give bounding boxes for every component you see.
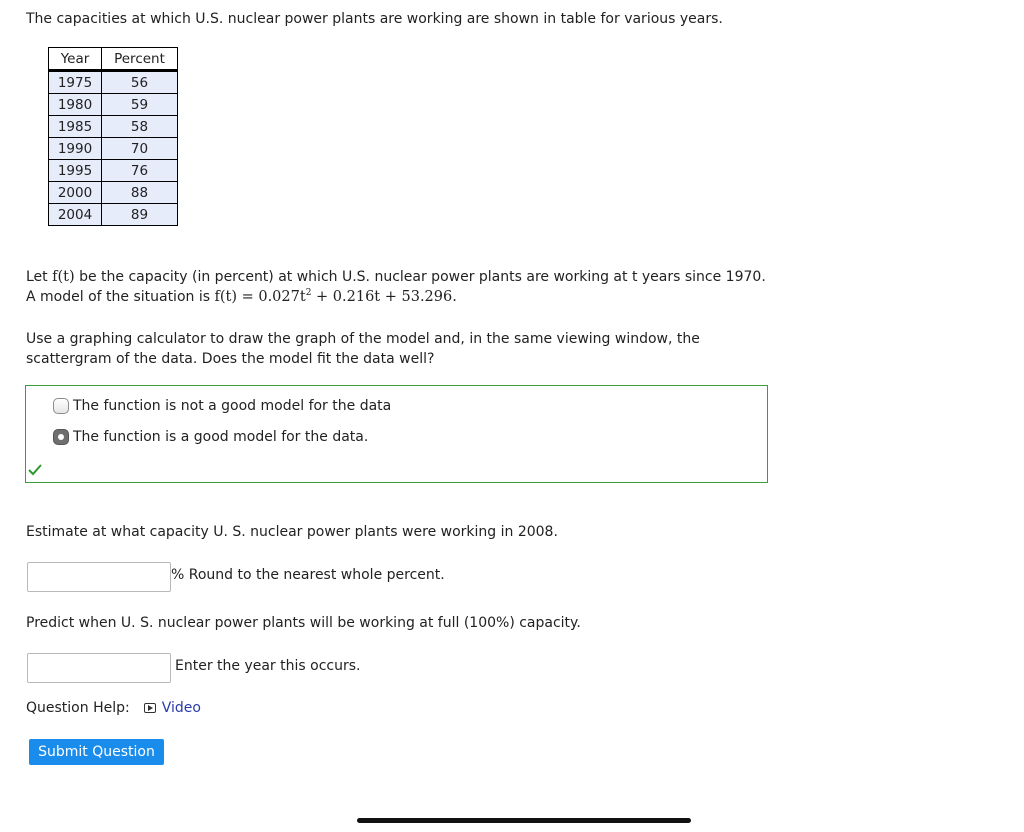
correct-check-icon: [27, 463, 43, 477]
table-row: [49, 138, 178, 160]
model-text-2: be the capacity (in percent) at which U.S. nuclear power plants are working at t years since 1970. A model of the situation is: [26, 269, 766, 305]
capacity-table: [48, 47, 178, 226]
table-cell-percent: 89: [102, 204, 178, 226]
choice-label: The function is a good model for the data.: [73, 429, 369, 445]
table-cell-percent: 70: [102, 138, 178, 160]
predict-year-input[interactable]: [27, 653, 171, 683]
table-cell-percent: 59: [102, 94, 178, 116]
play-video-icon: [144, 703, 156, 713]
equation-exponent: 2: [305, 288, 312, 298]
choice-not-good-model[interactable]: [53, 398, 391, 414]
video-help-link[interactable]: [144, 700, 201, 716]
table-cell-year: 2000: [49, 182, 102, 204]
table-row: [49, 71, 178, 94]
model-paragraph: [26, 267, 766, 307]
estimate-input-hint: % Round to the nearest whole percent.: [171, 567, 445, 583]
column-header-percent: Percent: [102, 48, 178, 71]
function-symbol: f(t): [52, 269, 75, 285]
table-row: [49, 182, 178, 204]
model-equation: [214, 289, 456, 305]
table-cell-year: 2004: [49, 204, 102, 226]
table-row: [49, 160, 178, 182]
equation-period: .: [452, 289, 457, 305]
predict-question: Predict when U. S. nuclear power plants will be working at full (100%) capacity.: [26, 615, 581, 631]
choice-good-model[interactable]: [53, 429, 368, 445]
submit-question-button[interactable]: Submit Question: [29, 739, 164, 765]
predict-input-hint: Enter the year this occurs.: [175, 658, 361, 674]
table-header-row: [49, 48, 178, 71]
question-help: [26, 700, 201, 716]
table-cell-year: 1990: [49, 138, 102, 160]
home-indicator-bar: [357, 818, 691, 823]
estimate-question: Estimate at what capacity U. S. nuclear power plants were working in 2008.: [26, 524, 558, 540]
table-cell-year: 1980: [49, 94, 102, 116]
table-row: [49, 94, 178, 116]
video-link-label: Video: [161, 700, 201, 716]
question-help-label: Question Help:: [26, 700, 130, 716]
multiple-choice-box: [25, 385, 768, 483]
equation-lhs: f(t) = 0.027t: [214, 289, 306, 305]
radio-button-selected[interactable]: [53, 429, 69, 445]
table-cell-percent: 76: [102, 160, 178, 182]
table-cell-year: 1985: [49, 116, 102, 138]
question-intro: The capacities at which U.S. nuclear power plants are working are shown in table for various years.: [26, 11, 723, 27]
model-text-1: Let: [26, 269, 53, 285]
estimate-capacity-input[interactable]: [27, 562, 171, 592]
table-row: [49, 116, 178, 138]
table-row: [49, 204, 178, 226]
table-cell-percent: 56: [102, 71, 178, 94]
table-cell-year: 1995: [49, 160, 102, 182]
equation-rhs: + 0.216t + 53.296: [311, 289, 453, 305]
table-cell-percent: 58: [102, 116, 178, 138]
column-header-year: Year: [49, 48, 102, 71]
radio-button[interactable]: [53, 398, 69, 414]
table-cell-year: 1975: [49, 71, 102, 94]
table-cell-percent: 88: [102, 182, 178, 204]
choice-label: The function is not a good model for the data: [73, 398, 392, 414]
graph-question: Use a graphing calculator to draw the graph of the model and, in the same viewing window, the scattergram of the data. Does the model fit the data well?: [26, 331, 700, 367]
